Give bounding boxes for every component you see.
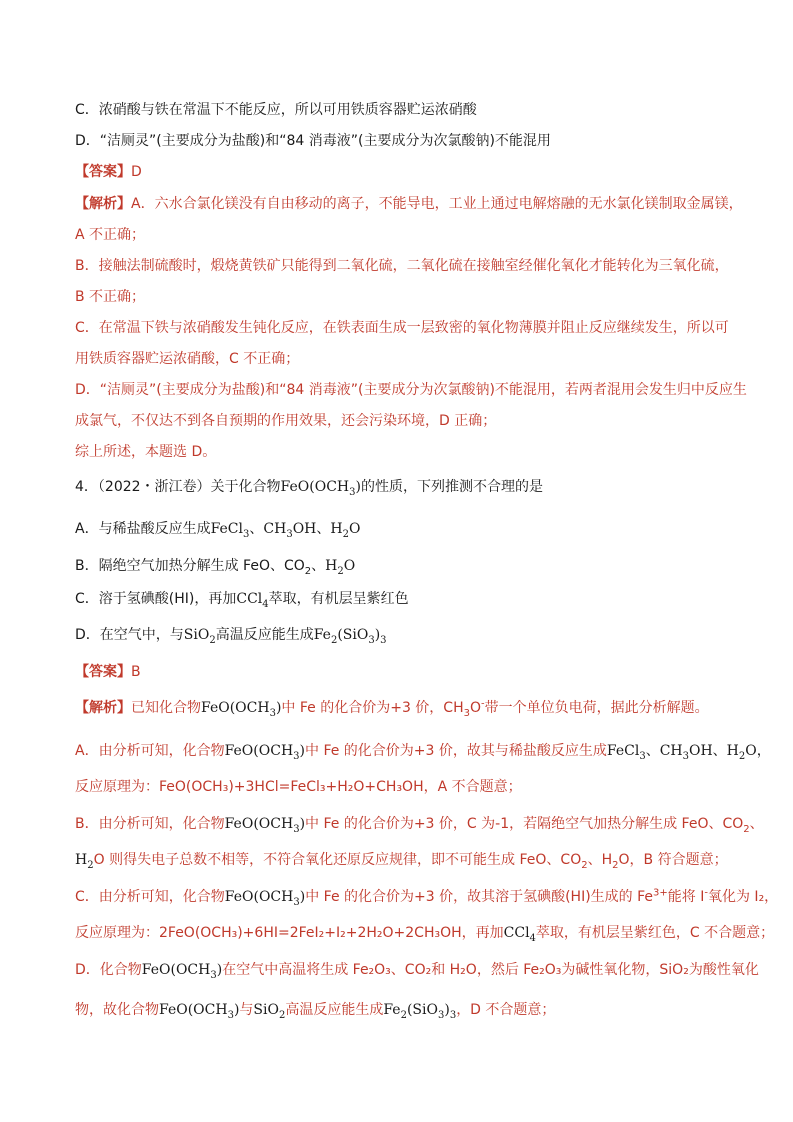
q3-option-d: D．“洁厕灵”(主要成分为盐酸)和“84 消毒液”(主要成分为次氯酸钠)不能混用 <box>75 133 551 149</box>
q3-analysis-b2: B 不正确； <box>75 289 146 305</box>
q4-analysis-a2: 反应原理为：FeO(OCH₃)+3HCl=FeCl₃+H₂O+CH₃OH，A 不合题意； <box>75 779 522 795</box>
q3-analysis-b1: B．接触法制硫酸时，煅烧黄铁矿只能得到二氧化硫，二氧化硫在接触室经催化氧化才能转化为三氧化硫， <box>75 258 729 274</box>
q4-stem <box>75 477 745 497</box>
q4-analysis-a1: A．由分析可知，化合物$FeO(OCH_3)$中 Fe 的化合价为+3 价，故其与稀盐酸反应生成FeCl$_3$、$CH_3OH$、$H_2O$， <box>75 743 771 762</box>
q4-option-c: C．溶于氢碘酸(HI)，再加CCl$_4$萃取，有机层呈紫红色 <box>75 591 409 610</box>
q3-analysis-d2: 成氯气，不仅达不到各自预期的作用效果，还会污染环境，D 正确； <box>75 413 497 429</box>
formula: $FeO(OCH_3)$ <box>280 479 361 498</box>
q3-analysis-a2: A 不正确； <box>75 227 146 243</box>
analysis-tag: 【解析】 <box>75 700 131 716</box>
stem-text: 的性质，下列推测不合理的是 <box>360 479 543 495</box>
q3-answer-line <box>75 162 745 182</box>
q4-option-a: A．与稀盐酸反应生成FeCl$_3$、$CH_3OH$、$H_2O$ <box>75 521 361 540</box>
q4-answer-line <box>75 662 745 682</box>
analysis-text: A．六水合氯化镁没有自由移动的离子，不能导电，工业上通过电解熔融的无水氯化镁制取金属镁， <box>131 196 743 212</box>
q3-analysis-c2: 用铁质容器贮运浓硝酸，C 不正确； <box>75 351 300 367</box>
q4-analysis-c1: C．由分析可知，化合物$FeO(OCH_3)$中 Fe 的化合价为+3 价，故其溶于氢碘酸(HI)生成的 $Fe^{3+}$能将 I-氧化为 I₂， <box>75 887 779 908</box>
answer-value: D <box>131 164 142 180</box>
q4-analysis-c2: 反应原理为：2FeO(OCH₃)+6HI=2FeI₂+I₂+2H₂O+2CH₃OH，再加CCl$_4$萃取，有机层呈紫红色，C 不合题意； <box>75 925 775 944</box>
answer-tag: 【答案】 <box>75 164 131 180</box>
q4-analysis-intro: 【解析】已知化合物$FeO(OCH_3)$中 Fe 的化合价为+3 价，$CH_3O^-$带一个单位负电荷，据此分析解题。 <box>75 698 709 719</box>
analysis-tag: 【解析】 <box>75 196 131 212</box>
q3-option-c: C．浓硝酸与铁在常温下不能反应，所以可用铁质容器贮运浓硝酸 <box>75 102 477 118</box>
answer-value: B <box>131 664 141 680</box>
q3-analysis-a1 <box>75 194 745 214</box>
q4-analysis-d2: 物，故化合物$FeO(OCH_3)$与SiO$_2$高温反应能生成$Fe_2(SiO_3)_3$，D 不合题意； <box>75 1002 556 1021</box>
q4-analysis-b2: $H_2O$ 则得失电子总数不相等，不符合氧化还原反应规律，即不可能生成 FeO、$CO_2$、$H_2O$，B 符合题意； <box>75 852 728 871</box>
q4-option-d: D．在空气中，与SiO$_2$高温反应能生成$Fe_2(SiO_3)_3$ <box>75 627 387 646</box>
q3-summary: 综上所述，本题选 D。 <box>75 444 217 460</box>
q4-option-b: B．隔绝空气加热分解生成 FeO、$CO_2$、$H_2O$ <box>75 558 356 577</box>
q3-analysis-c1: C．在常温下铁与浓硝酸发生钝化反应，在铁表面生成一层致密的氧化物薄膜并阻止反应继续发生，所以可 <box>75 320 729 336</box>
q4-analysis-b1: B．由分析可知，化合物$FeO(OCH_3)$中 Fe 的化合价为+3 价，C 为-1，若隔绝空气加热分解生成 FeO、$CO_2$、 <box>75 816 764 835</box>
q4-analysis-d1: D．化合物$FeO(OCH_3)$在空气中高温将生成 Fe₂O₃、CO₂和 H₂O，然后 Fe₂O₃为碱性氧化物，SiO₂为酸性氧化 <box>75 962 759 981</box>
stem-text: 4．（2022・浙江卷）关于化合物 <box>75 479 281 495</box>
q3-analysis-d1: D．“洁厕灵”(主要成分为盐酸)和“84 消毒液”(主要成分为次氯酸钠)不能混用，若两者混用会发生归中反应生 <box>75 382 747 398</box>
answer-tag: 【答案】 <box>75 664 131 680</box>
